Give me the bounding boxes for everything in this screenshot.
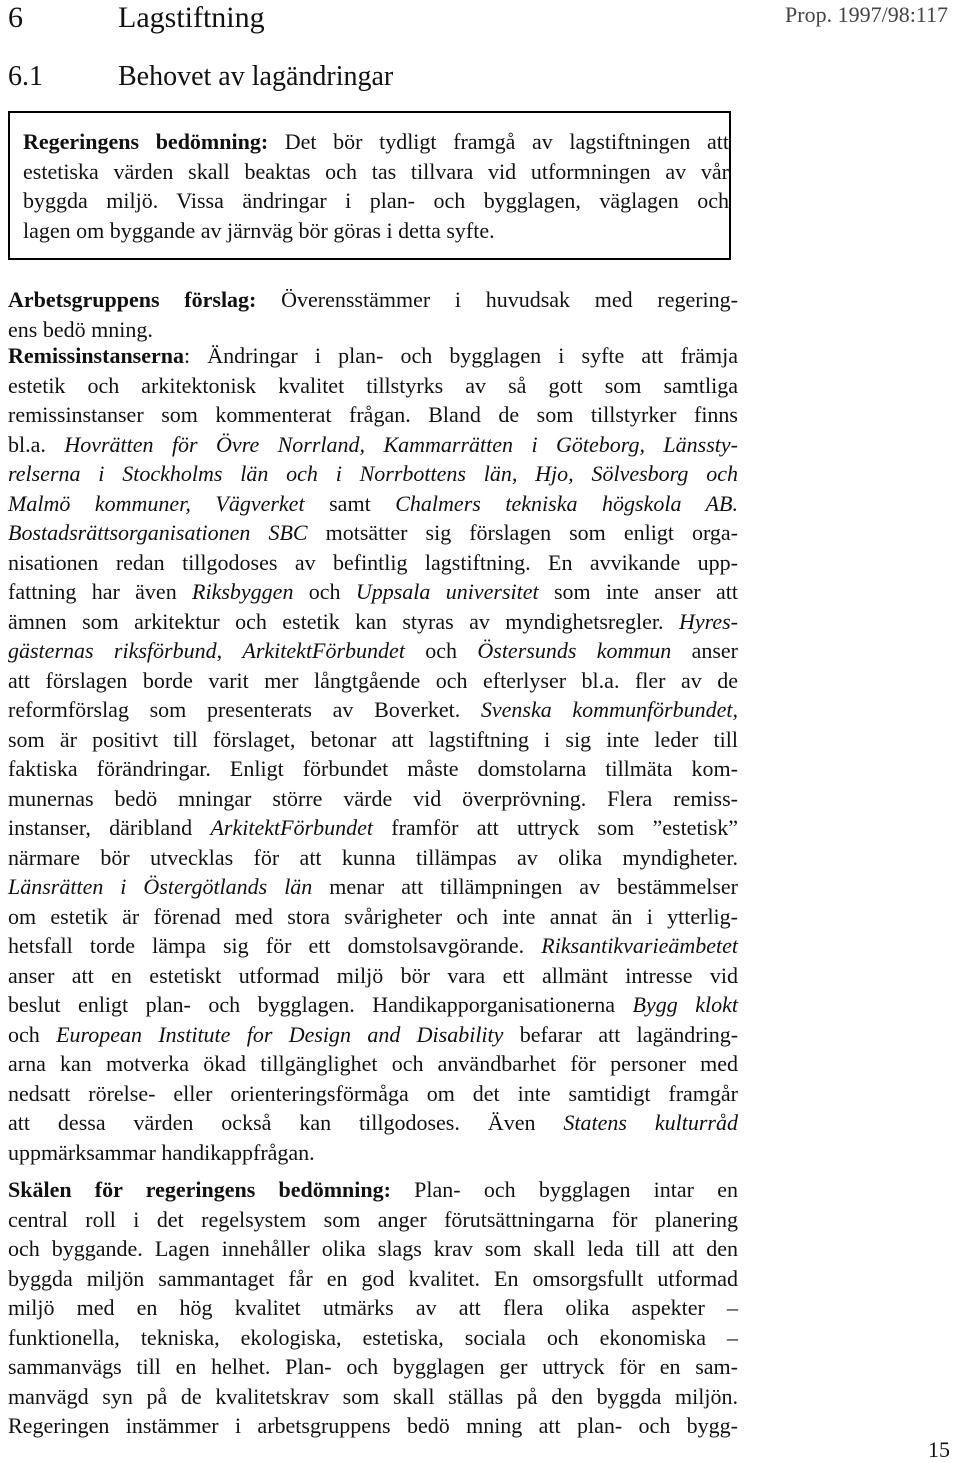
lead-label: Arbetsgruppens förslag:: [8, 287, 257, 312]
paragraph-line: som är positivt till förslaget, betonar att lagstiftning i sig inte leder till: [8, 726, 738, 752]
paragraph-line: bl.a. Hovrätten för Övre Norrland, Kammarrätten i Göteborg, Länssty-: [8, 431, 738, 457]
paragraph-line: beslut enligt plan- och bygglagen. Handikapporganisationerna Bygg klokt: [8, 992, 738, 1017]
paragraph-line: att dessa värden också kan tillgodoses. Även Statens kulturråd: [8, 1110, 738, 1135]
paragraph-line: uppmärksammar handikappfrågan.: [8, 1139, 315, 1165]
paragraph-line: byggda miljö. Vissa ändringar i plan- och bygglagen, väglagen och: [23, 188, 729, 213]
paragraph-line: nedsatt rörelse- eller orienteringsförmåga om det inte samtidigt framgår: [8, 1080, 738, 1106]
paragraph-line: gästernas riksförbund, ArkitektFörbundet och Östersunds kommun anser: [8, 638, 739, 663]
reasons-for-assessment: [8, 1175, 738, 1441]
paragraph-line: remissinstanser som kommenterat frågan. Bland de som tillstyrker finns: [8, 402, 738, 427]
paragraph-line: lagen om byggande av järnväg bör göras i detta syfte.: [23, 217, 495, 243]
paragraph-line: Bostadsrättsorganisationen SBC motsätter sig förslagen som enligt orga-: [8, 520, 738, 545]
consultation-responses: [8, 341, 738, 1167]
lead-label: Remissinstanserna: [8, 343, 185, 368]
paragraph-line: ens bedö mning.: [8, 316, 153, 342]
paragraph-line: arna kan motverka ökad tillgänglighet och användbarhet för personer med: [8, 1051, 738, 1076]
paragraph-line: ämnen som arkitektur och estetik kan styras av myndighetsregler. Hyres-: [8, 608, 738, 634]
paragraph-line: om estetik är förenad med stora svårigheter och inte annat än i ytterlig-: [8, 903, 738, 929]
paragraph-line: byggda miljön sammantaget får en god kvalitet. En omsorgsfullt utformad: [8, 1265, 738, 1291]
paragraph-line: närmare bör utvecklas för att kunna tillämpas av olika myndigheter.: [8, 844, 738, 870]
chapter-title: Lagstiftning: [118, 1, 265, 34]
paragraph-line: faktiska förändringar. Enligt förbundet måste domstolarna tillmäta kom-: [8, 756, 738, 781]
paragraph-line: reformförslag som presenterats av Boverket. Svenska kommunförbundet,: [8, 697, 738, 722]
paragraph-line: Länsrätten i Östergötlands län menar att tillämpningen av bestämmelser: [8, 874, 738, 899]
chapter-number: 6: [8, 1, 23, 34]
paragraph-line: anser att en estetiskt utformad miljö bör vara ett allmänt intresse vid: [8, 962, 738, 988]
paragraph-line: fattning har även Riksbyggen och Uppsala universitet som inte anser att: [8, 579, 738, 604]
paragraph-line: och byggande. Lagen innehåller olika slags krav som skall leda till att den: [8, 1236, 738, 1261]
paragraph-line: funktionella, tekniska, ekologiska, estetiska, sociala och ekonomiska –: [8, 1324, 738, 1350]
paragraph-line: estetik och arkitektonisk kvalitet tillstyrks av så gott som samtliga: [8, 372, 738, 398]
paragraph-line: estetiska värden skall beaktas och tas tillvara vid utformningen av vår: [23, 158, 729, 184]
paragraph-line: nisationen redan tillgodoses av befintlig lagstiftning. En avvikande upp-: [8, 549, 738, 575]
section-number: 6.1: [8, 61, 43, 92]
paragraph-line: hetsfall torde lämpa sig för ett domstolsavgörande. Riksantikvarieämbetet: [8, 933, 738, 958]
lead-label: Skälen för regeringens bedömning:: [8, 1177, 391, 1202]
paragraph-line: manvägd syn på de kvalitetskrav som skall ställas på den byggda miljön.: [8, 1383, 738, 1409]
section-title: Behovet av lagändringar: [118, 61, 394, 92]
paragraph-line: Arbetsgruppens förslag: Överensstämmer i huvudsak med regering-: [8, 287, 738, 312]
paragraph-line: sammanvägs till en helhet. Plan- och bygglagen ger uttryck för en sam-: [8, 1354, 738, 1379]
paragraph-line: miljö med en hög kvalitet utmärks av att flera olika aspekter –: [8, 1295, 738, 1320]
lead-label: Regeringens bedömning:: [23, 129, 269, 154]
section-heading: [8, 58, 393, 96]
paragraph-line: Regeringens bedömning: Det bör tydligt framgå av lagstiftningen att: [23, 129, 729, 154]
working-group-proposal: [8, 285, 738, 344]
paragraph-line: Skälen för regeringens bedömning: Plan- och bygglagen intar en: [8, 1177, 738, 1202]
government-assessment-box: [8, 111, 731, 260]
paragraph-line: att förslagen borde varit mer långtgående och efterlyser bl.a. fler av de: [8, 667, 738, 693]
page-number: 15: [928, 1437, 950, 1462]
paragraph-line: instanser, däribland ArkitektFörbundet framför att uttryck som ”estetisk”: [8, 815, 738, 840]
paragraph-line: Regeringen instämmer i arbetsgruppens bedö mning att plan- och bygg-: [8, 1413, 738, 1438]
paragraph-line: central roll i det regelsystem som anger förutsättningarna för planering: [8, 1206, 738, 1232]
paragraph-line: relserna i Stockholms län och i Norrbottens län, Hjo, Sölvesborg och: [8, 461, 738, 486]
paragraph-line: Remissinstanserna: Ändringar i plan- och bygglagen i syfte att främja: [8, 343, 738, 368]
proposition-reference: Prop. 1997/98:117: [785, 2, 948, 27]
paragraph-line: munernas bedö mningar större värde vid överprövning. Flera remiss-: [8, 785, 738, 811]
paragraph-line: och European Institute for Design and Disability befarar att lagändring-: [8, 1021, 739, 1047]
paragraph-line: Malmö kommuner, Vägverket samt Chalmers tekniska högskola AB.: [8, 490, 738, 516]
chapter-heading: [8, 0, 265, 38]
